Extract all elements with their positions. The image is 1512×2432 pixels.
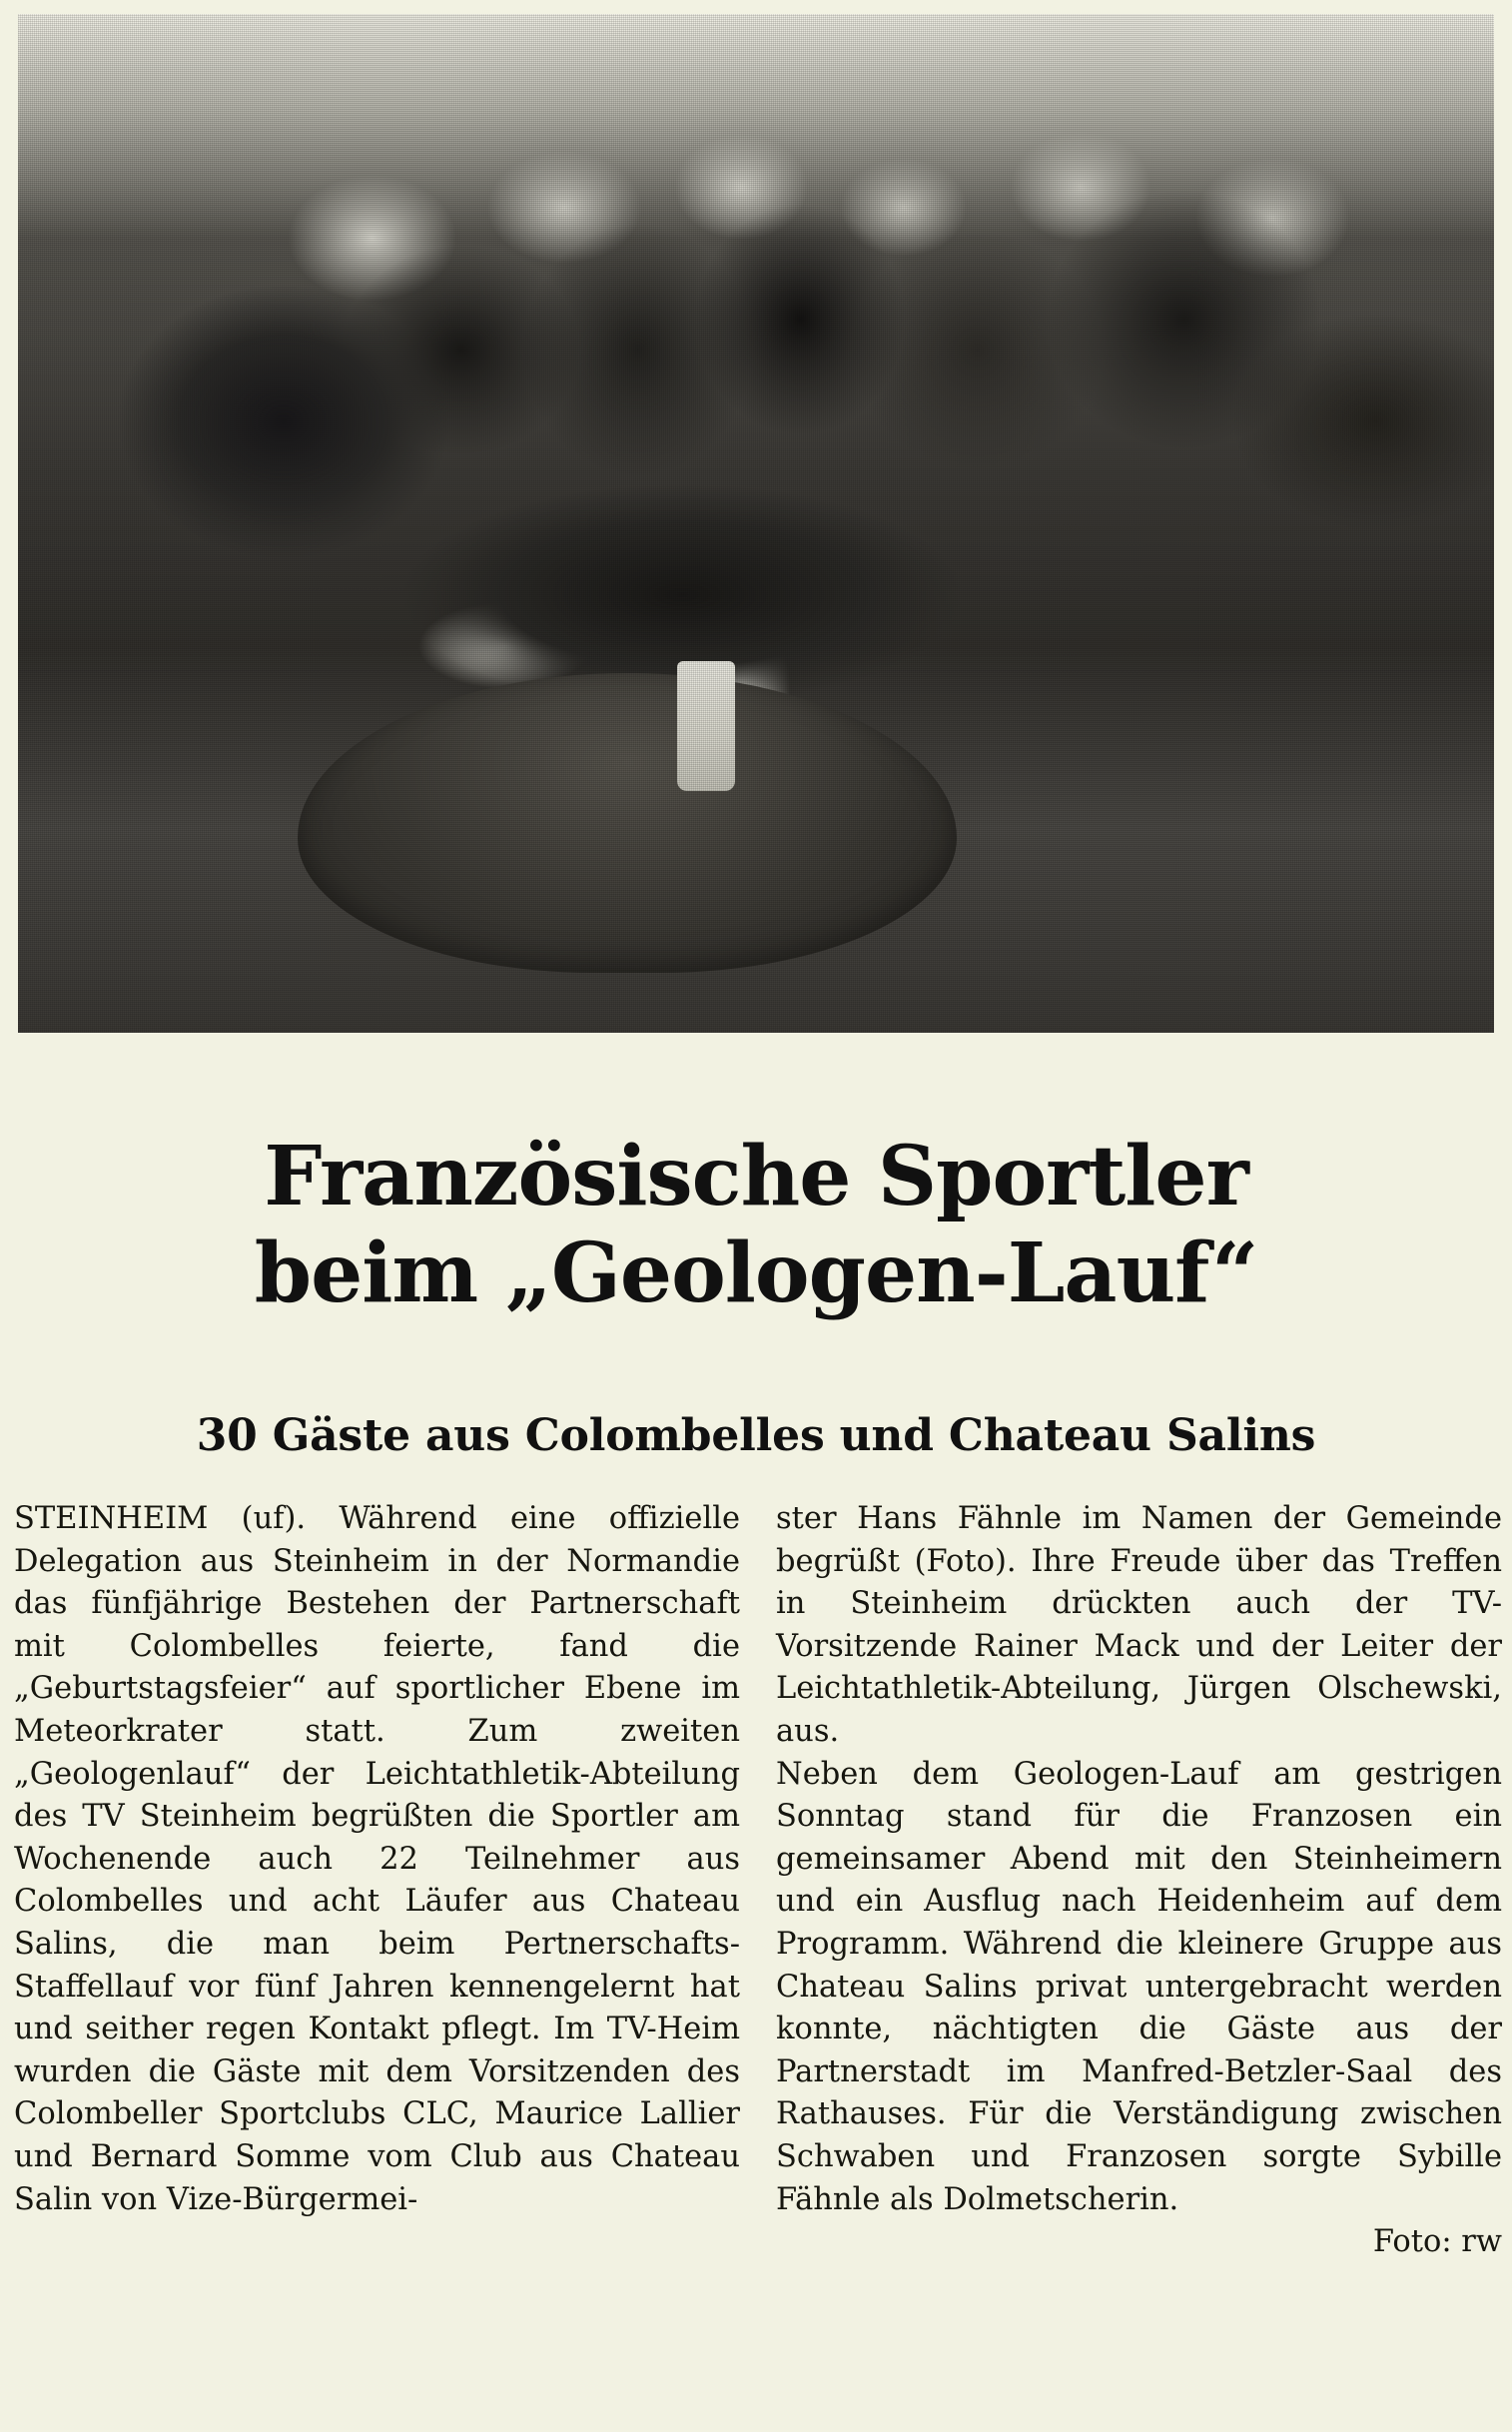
body-column-left <box>14 1498 740 2264</box>
photo-halftone-texture <box>18 14 1494 1033</box>
paragraph: STEINHEIM (uf). Während eine offizielle Delegation aus Steinheim in der Normandie das fünfjährige Bestehen der Partnerschaft mit Colombelles feierte, fand die „Geburtstagsfeier“ auf sportlicher Ebene im Meteorkrater statt. Zum zweiten „Geologenlauf“ der Leichtathletik-Abteilung des TV Steinheim begrüßten die Sportler am Wochenende auch 22 Teilnehmer aus Colombelles und acht Läufer aus Chateau Salins, die man beim Pertnerschafts-Staffellauf vor fünf Jahren kennengelernt hat und seither regen Kontakt pflegt. Im TV-Heim wurden die Gäste mit dem Vorsitzenden des Colombeller Sportclubs CLC, Maurice Lallier und Bernard Somme vom Club aus Chateau Salin von Vize-Bürgermei- <box>14 1501 740 2217</box>
paragraph: ster Hans Fähnle im Namen der Gemeinde begrüßt (Foto). Ihre Freude über das Treffen in Steinheim drückten auch der TV-Vorsitzende Rainer Mack und der Leiter der Leichtathletik-Abteilung, Jürgen Olschewski, aus. <box>776 1501 1502 1749</box>
headline-line-2: beim „Geologen-Lauf“ <box>254 1224 1258 1321</box>
article-photo <box>18 14 1494 1033</box>
paragraph: Neben dem Geologen-Lauf am gestrigen Sonntag stand für die Franzosen ein gemeinsamer Abend mit den Steinheimern und ein Ausflug nach Heidenheim auf dem Programm. Während die kleinere Gruppe aus Chateau Salins privat untergebracht werden konnte, nächtigten die Gäste aus der Partnerstadt im Manfred-Betzler-Saal des Rathauses. Für die Verständigung zwischen Schwaben und Franzosen sorgte Sybille Fähnle als Dolmetscherin. <box>776 1756 1502 2217</box>
article-body <box>14 1498 1502 2264</box>
article-headline <box>0 1129 1512 1322</box>
article-subheadline: 30 Gäste aus Colombelles und Chateau Salins <box>196 1409 1316 1461</box>
body-column-right <box>776 1498 1502 2264</box>
photo-credit: Foto: rw <box>1372 2224 1502 2260</box>
headline-line-1: Französische Sportler <box>264 1128 1248 1224</box>
